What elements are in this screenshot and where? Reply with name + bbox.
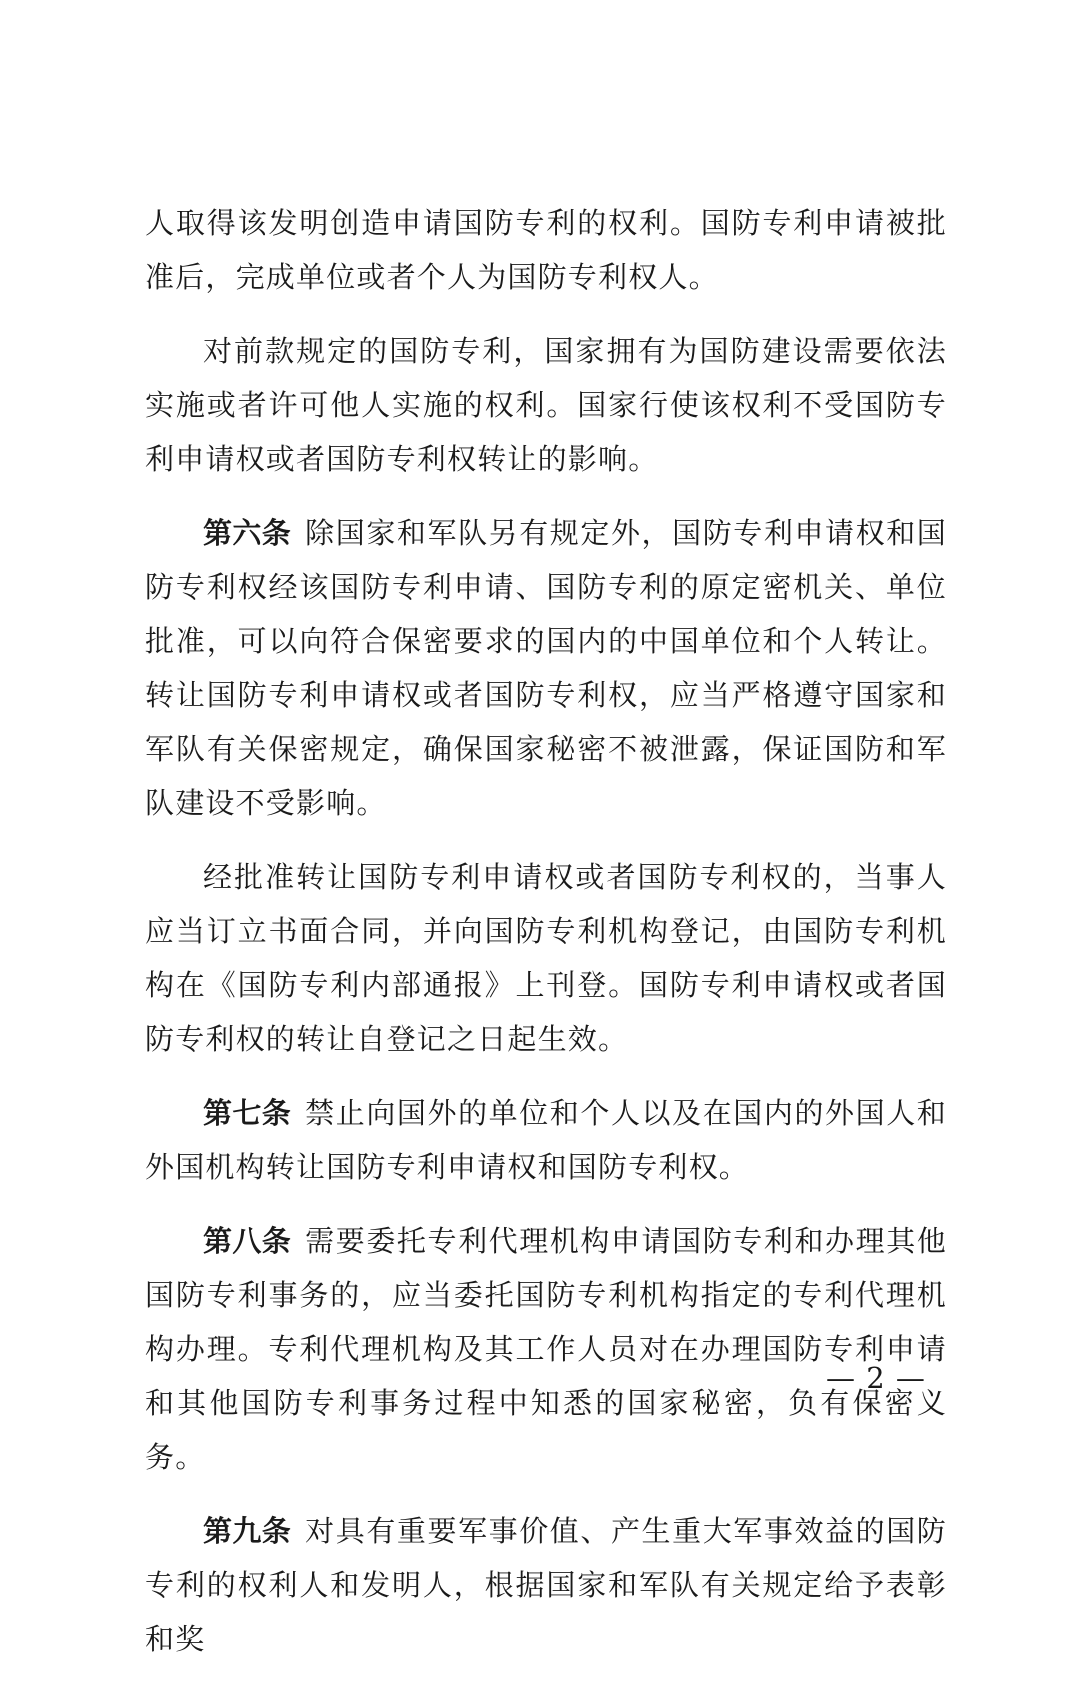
paragraph-text: 对前款规定的国防专利，国家拥有为国防建设需要依法实施或者许可他人实施的权利。国家行使该权利不受国防专利申请权或者国防专利权转让的影响。 <box>145 334 947 476</box>
document-body <box>145 196 947 1686</box>
paragraph-text: 经批准转让国防专利申请权或者国防专利权的，当事人应当订立书面合同，并向国防专利机构登记，由国防专利机构在《国防专利内部通报》上刊登。国防专利申请权或者国防专利权的转让自登记之日起生效。 <box>145 860 947 1056</box>
article-text: 除国家和军队另有规定外，国防专利申请权和国防专利权经该国防专利申请、国防专利的原定密机关、单位批准，可以向符合保密要求的国内的中国单位和个人转让。转让国防专利申请权或者国防专利权，应当严格遵守国家和军队有关保密规定，确保国家秘密不被泄露，保证国防和军队建设不受影响。 <box>145 516 947 820</box>
paragraph <box>145 850 947 1066</box>
article-text: 对具有重要军事价值、产生重大军事效益的国防专利的权利人和发明人，根据国家和军队有关规定给予表彰和奖 <box>145 1514 947 1656</box>
article-6 <box>145 506 947 830</box>
article-heading: 第九条 <box>203 1514 292 1548</box>
article-heading: 第七条 <box>203 1096 292 1130</box>
article-text: 禁止向国外的单位和个人以及在国内的外国人和外国机构转让国防专利申请权和国防专利权。 <box>145 1096 947 1184</box>
article-heading: 第八条 <box>203 1224 292 1258</box>
article-7 <box>145 1086 947 1194</box>
article-text: 需要委托专利代理机构申请国防专利和办理其他国防专利事务的，应当委托国防专利机构指定的专利代理机构办理。专利代理机构及其工作人员对在办理国防专利申请和其他国防专利事务过程中知悉的国家秘密，负有保密义务。 <box>145 1224 947 1474</box>
paragraph-text: 人取得该发明创造申请国防专利的权利。国防专利申请被批准后，完成单位或者个人为国防专利权人。 <box>145 206 947 294</box>
article-9 <box>145 1504 947 1666</box>
paragraph-continuation <box>145 196 947 304</box>
article-heading: 第六条 <box>203 516 292 550</box>
page-number: — 2 — <box>826 1361 926 1395</box>
paragraph <box>145 324 947 486</box>
article-8 <box>145 1214 947 1484</box>
